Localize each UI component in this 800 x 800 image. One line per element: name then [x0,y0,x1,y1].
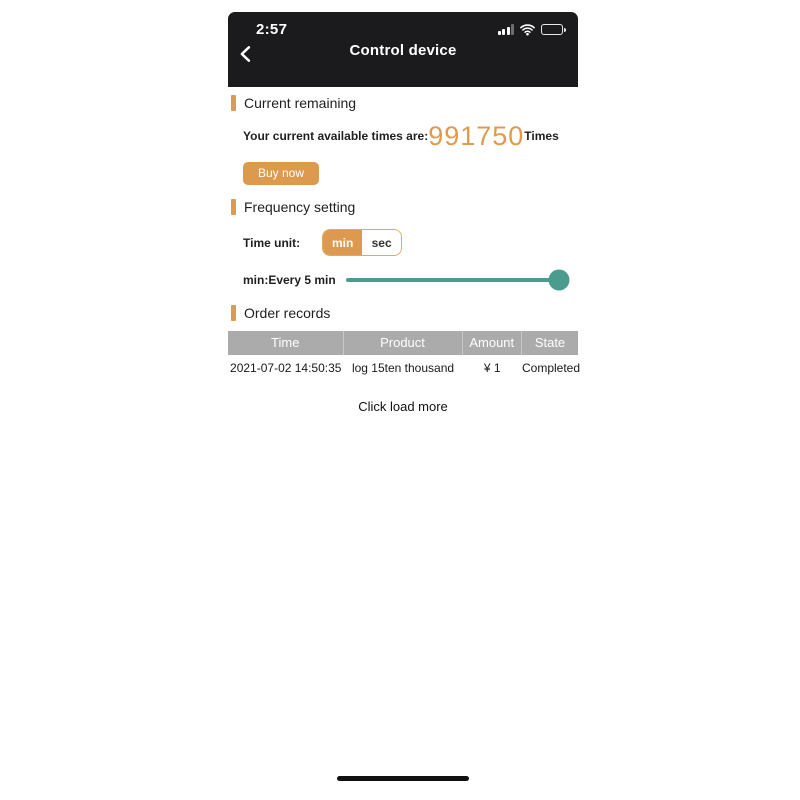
table-header-state: State [534,335,566,350]
home-indicator[interactable] [337,776,469,781]
cellular-signal-icon [498,24,515,35]
load-more-button[interactable]: Click load more [358,399,448,414]
status-time: 2:57 [256,21,288,38]
accent-bar-icon [231,95,236,111]
order-records-table [228,331,581,380]
buy-now-button[interactable]: Buy now [243,162,319,185]
status-icons [498,23,567,36]
section-current-remaining [228,95,578,111]
time-unit-label: Time unit: [243,235,301,250]
wifi-icon [519,23,536,36]
nav-bar [228,38,578,76]
battery-icon [541,24,566,35]
table-header-row [228,331,578,355]
time-unit-row [243,229,578,256]
available-times-value: 991750 [428,121,525,151]
unit-sec-button[interactable]: sec [362,230,401,255]
frequency-slider-label: min:Every 5 min [243,273,336,287]
page-title: Control device [349,42,457,59]
unit-min-button[interactable]: min [323,230,362,255]
status-bar [228,12,578,38]
section-order-records [228,305,578,321]
cell-time: 2021-07-02 14:50:35 [230,360,342,375]
available-times-label: Your current available times are: [243,129,429,143]
table-row [228,355,581,380]
section-frequency-setting [228,199,578,215]
slider-handle[interactable] [549,270,570,291]
section-title-text: Frequency setting [244,199,356,215]
section-title-text: Current remaining [244,95,357,111]
accent-bar-icon [231,199,236,215]
frequency-slider[interactable] [346,278,563,282]
frequency-slider-row [243,269,563,291]
time-unit-toggle [322,229,402,256]
phone-screen [228,12,581,782]
cell-product: log 15ten thousand [351,360,455,375]
cell-amount: ¥ 1 [483,360,501,375]
available-times-unit: Times [524,129,559,143]
table-header-product: Product [344,331,463,355]
table-header-amount: Amount [463,331,523,355]
available-times-line [243,121,578,151]
app-header [228,12,578,87]
accent-bar-icon [231,305,236,321]
section-title-text: Order records [244,305,331,321]
table-header-time: Time [228,331,344,355]
cell-state: Completed [522,360,581,375]
